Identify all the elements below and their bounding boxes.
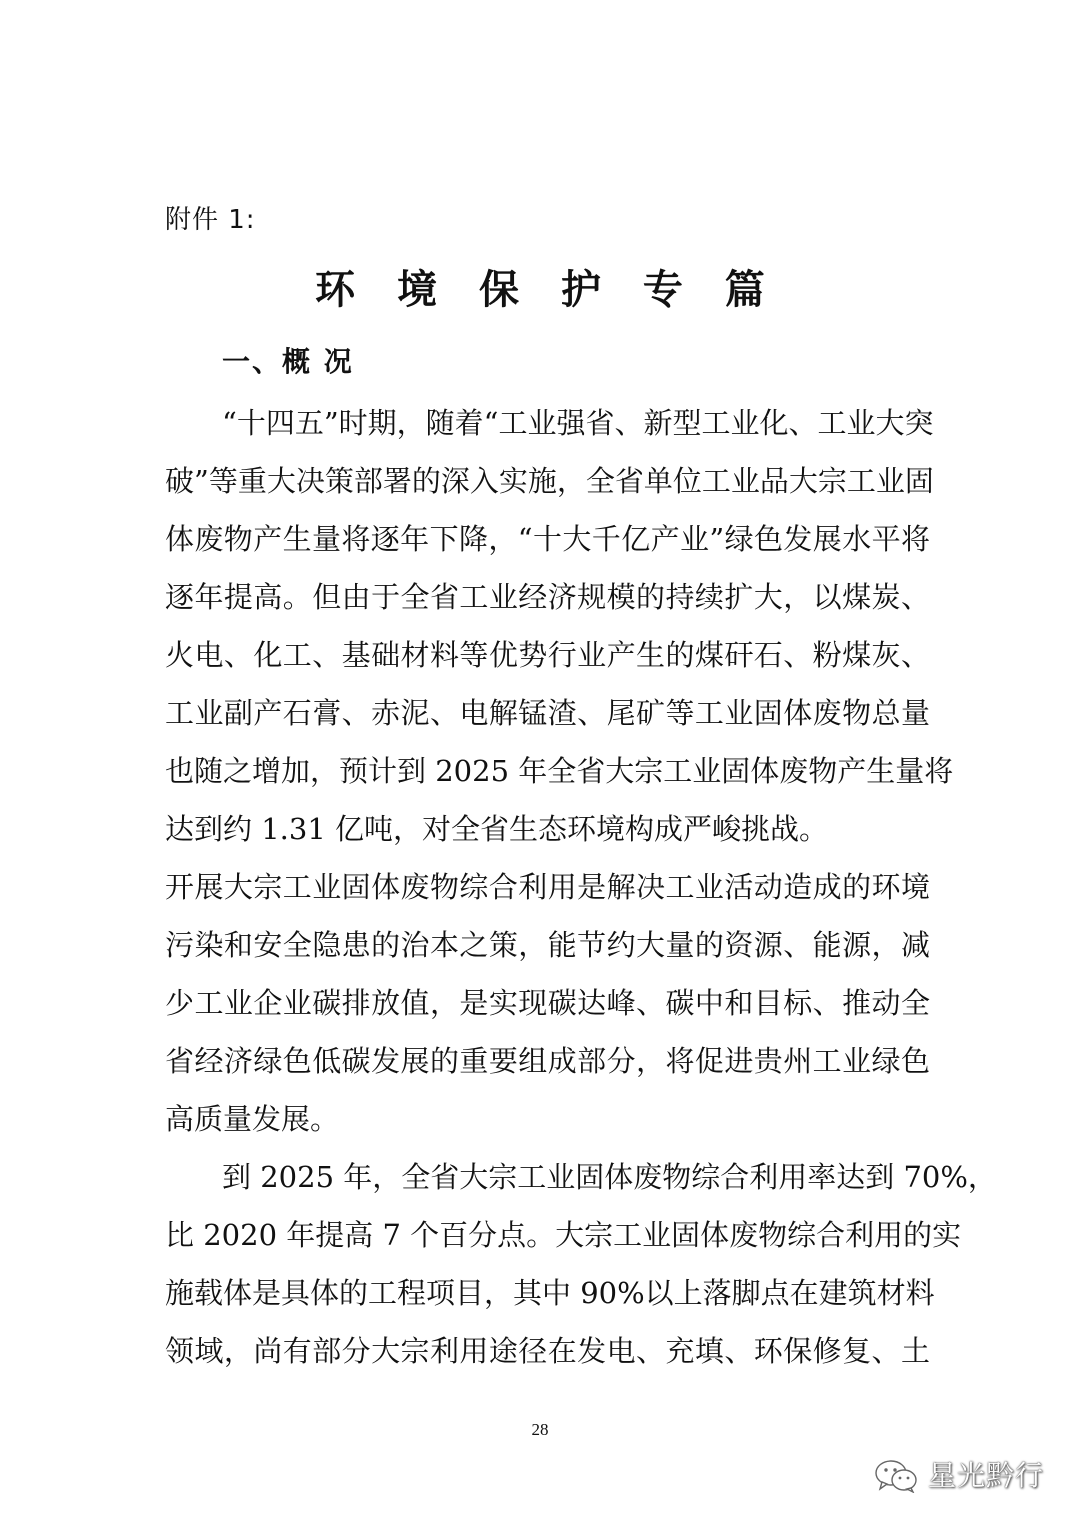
paragraph-line: 省经济绿色低碳发展的重要组成部分，将促进贵州工业绿色	[165, 1044, 930, 1078]
section-heading: 一、概 况	[222, 345, 354, 378]
paragraph-line: 比 2020 年提高 7 个百分点。大宗工业固体废物综合利用的实	[165, 1218, 962, 1252]
paragraph-line: “十四五”时期，随着“工业强省、新型工业化、工业大突	[222, 406, 934, 440]
paragraph-line: 高质量发展。	[165, 1102, 340, 1136]
paragraph-line: 开展大宗工业固体废物综合利用是解决工业活动造成的环境	[165, 870, 930, 904]
paragraph-line: 领域，尚有部分大宗利用途径在发电、充填、环保修复、土	[165, 1334, 930, 1368]
paragraph-line: 破”等重大决策部署的深入实施，全省单位工业品大宗工业固	[165, 464, 934, 498]
paragraph-line: 工业副产石膏、赤泥、电解锰渣、尾矿等工业固体废物总量	[165, 696, 930, 730]
watermark	[874, 1456, 1044, 1496]
attachment-label: 附件 1:	[165, 205, 256, 235]
wechat-icon	[874, 1459, 918, 1493]
paragraph-line: 也随之增加，预计到 2025 年全省大宗工业固体废物产生量将	[165, 754, 954, 788]
paragraph-line: 火电、化工、基础材料等优势行业产生的煤矸石、粉煤灰、	[165, 638, 930, 672]
page-number: 28	[531, 1420, 549, 1439]
paragraph-line: 污染和安全隐患的治本之策，能节约大量的资源、能源，减	[165, 928, 930, 962]
watermark-text: 星光黔行	[927, 1459, 1044, 1492]
paragraph-line: 施载体是具体的工程项目，其中 90%以上落脚点在建筑材料	[165, 1276, 935, 1310]
paragraph-line: 逐年提高。但由于全省工业经济规模的持续扩大，以煤炭、	[165, 580, 930, 614]
paragraph-line: 少工业企业碳排放值，是实现碳达峰、碳中和目标、推动全	[165, 986, 930, 1020]
paragraph-line: 达到约 1.31 亿吨，对全省生态环境构成严峻挑战。	[165, 812, 829, 846]
paragraph-line: 体废物产生量将逐年下降，“十大千亿产业”绿色发展水平将	[165, 522, 930, 556]
paragraph-line: 到 2025 年，全省大宗工业固体废物综合利用率达到 70%，	[222, 1160, 997, 1194]
page-title: 环 境 保 护 专 篇	[315, 267, 779, 313]
